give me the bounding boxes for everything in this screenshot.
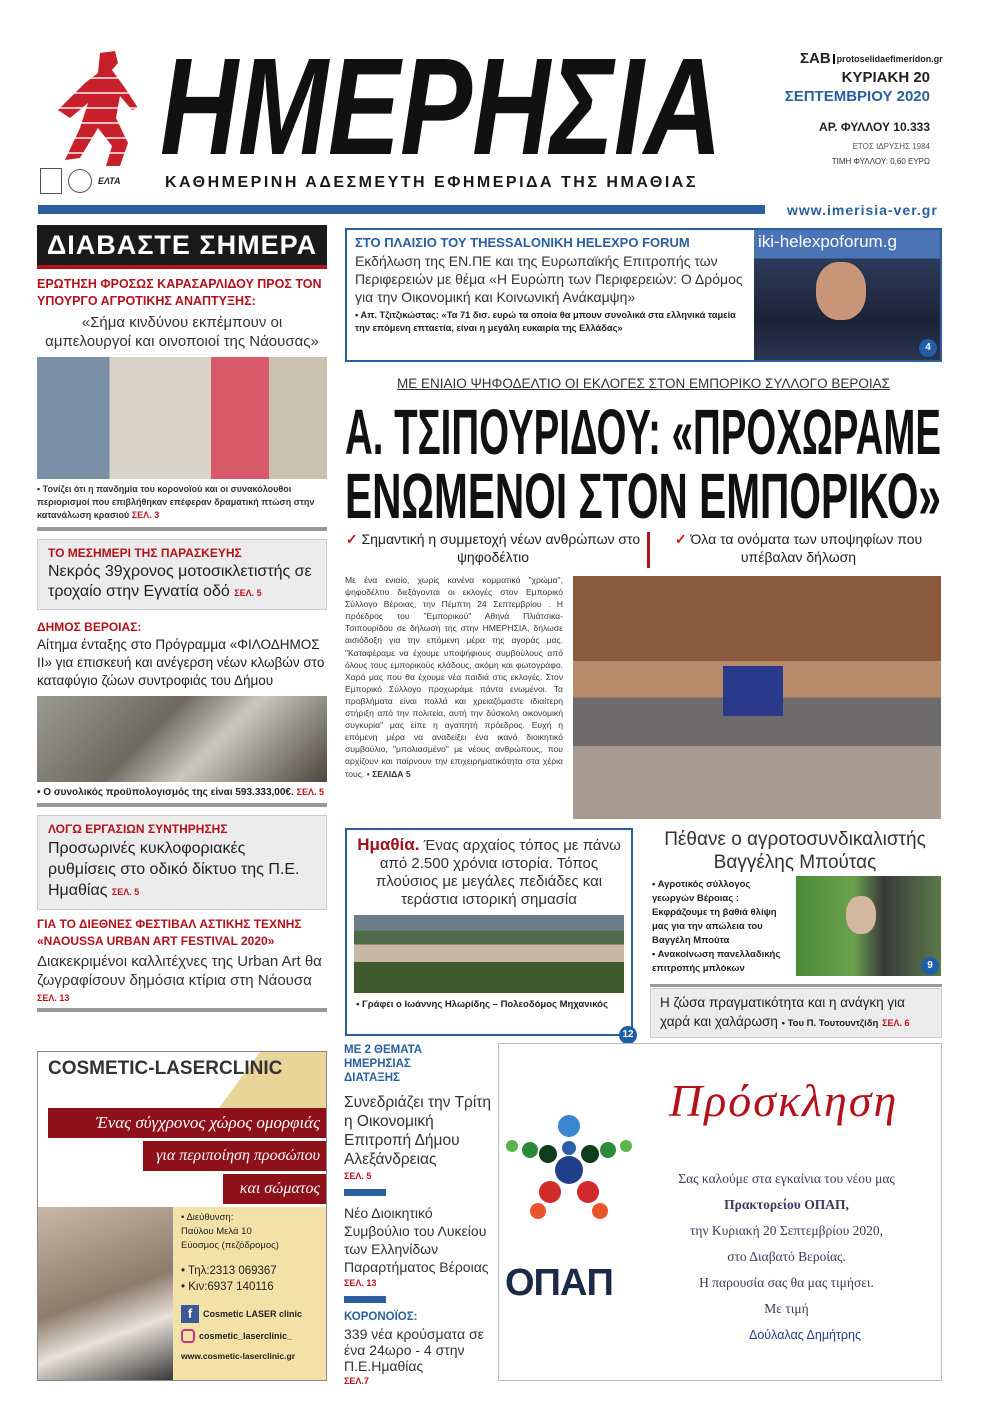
brief-1[interactable]: Συνεδριάζει την Τρίτη η Οικονομική Επιτροπή Δήμου Αλεξάνδρειας (344, 1094, 492, 1168)
check-icon: ✓ (345, 531, 358, 547)
opinion-box[interactable] (650, 988, 942, 1038)
instagram-icon (181, 1329, 195, 1343)
opap-ad[interactable] (498, 1043, 942, 1381)
clinic-ad[interactable] (37, 1051, 327, 1381)
masthead-info (800, 50, 990, 67)
clinic-address-line1: Παύλου Μελά 10 (181, 1226, 252, 1237)
story1-photo (37, 357, 327, 479)
forum-box[interactable] (345, 228, 942, 362)
check-icon: ✓ (674, 531, 687, 547)
story1-page[interactable]: ΣΕΛ. 3 (131, 510, 160, 520)
clinic-slogan-3: και σώματος (223, 1174, 326, 1204)
story1-kicker: ΕΡΩΤΗΣΗ ΦΡΟΣΩΣ ΚΑΡΑΣΑΡΛΙΔΟΥ ΠΡΟΣ ΤΟΝ ΥΠΟΥΡΓΟ ΑΓΡΟΤΙΚΗΣ ΑΝΑΠΤΥΞΗΣ: (37, 277, 322, 308)
elta-logo: ΕΛΤΑ (98, 176, 121, 186)
invitation-line-4: στο Διαβατό Βεροίας. (727, 1249, 846, 1264)
obit-bullet-2: • Ανακοίνωση πανελλαδικής επιτροπής μπλόκων (652, 949, 781, 974)
founded-year: ΕΤΟΣ ΙΔΡΥΣΗΣ 1984 (852, 142, 930, 151)
divider (650, 984, 942, 987)
watermark: protoselidaefimeridon.gr (833, 54, 943, 64)
story3-caption-text: • Ο συνολικός προϋπολογισμός της είναι 593.333,00€. (37, 787, 294, 798)
lead-body (345, 574, 563, 780)
forum-quote: • Απ. Τζιτζικώστας: «Τα 71 δισ. ευρώ τα οποία θα μπουν συνολικά στα ελληνικά ταμεία την επόμενη επταετία, είναι η μεγάλη ευκαιρία της Ελλάδας» (355, 310, 736, 333)
invitation-text (644, 1166, 929, 1322)
lead-headline[interactable] (343, 396, 943, 524)
clinic-address-label: • Διεύθυνση: (181, 1212, 234, 1223)
lead-headline-line1: Α. ΤΣΙΠΟΥΡΙΔΟΥ: «ΠΡΟΧΩΡΑΜΕ (345, 396, 941, 468)
clinic-slogan-1: Ένας σύγχρονος χώρος ομορφιάς (48, 1108, 326, 1138)
left-column (37, 276, 327, 1012)
opinion-author: • Του Π. Τουτουντζίδη (781, 1018, 879, 1029)
masthead-title: ΗΜΕΡΗΣΙΑ (160, 44, 722, 162)
brief-2-page: ΣΕΛ. 13 (344, 1278, 377, 1288)
boutas-photo (796, 876, 941, 976)
story3-caption (37, 787, 327, 798)
forum-text (347, 230, 754, 360)
story4-page: ΣΕΛ. 5 (111, 887, 140, 897)
clinic-instagram[interactable]: cosmetic_laserclinic_ (199, 1331, 293, 1341)
issue-price: ΤΙΜΗ ΦΥΛΛΟΥ: 0,60 ΕΥΡΩ (831, 157, 930, 166)
day-short: ΣΑΒ (800, 50, 831, 67)
clinic-facebook[interactable]: Cosmetic LASER clinic (203, 1309, 303, 1319)
divider (37, 803, 327, 807)
story3-title[interactable]: Αίτημα ένταξης στο Πρόγραμμα «ΦΙΛΟΔΗΜΟΣ ΙΙ» για επισκευή και ανέγερση νέων κλωβών στο καταφύγιο ζώων συντροφιάς του Δήμου (37, 637, 325, 688)
website-link[interactable]: www.imerisia-ver.gr (787, 202, 938, 218)
lead-sub-2-text: Όλα τα ονόματα των υποψηφίων που υπέβαλαν δήλωση (690, 531, 923, 565)
story1-caption (37, 483, 327, 522)
story1-caption-text: • Τονίζει ότι η πανδημία του κορονοϊού και οι συνακόλουθοι περιορισμοί που επιβλήθηκαν επέφεραν δραματική πτώση στην κατανάλωση κρασιού (37, 484, 315, 520)
briefs-column (344, 1043, 492, 1386)
dogs-photo (37, 696, 327, 782)
brief-3-kicker: ΚΟΡΟΝΟΪΟΣ: (344, 1311, 418, 1323)
opinion-page: ΣΕΛ. 6 (882, 1018, 910, 1028)
invitation-line-1: Σας καλούμε στα εγκαίνια του νέου μας (678, 1171, 895, 1186)
brief-1-page: ΣΕΛ. 5 (344, 1171, 372, 1181)
certification-logos (40, 168, 121, 194)
imathia-box[interactable] (345, 828, 634, 1040)
story4-title (48, 838, 316, 903)
story1-title[interactable]: «Σήμα κινδύνου εκπέμπουν οι αμπελουργοί και οινοποιοί της Νάουσας» (45, 314, 319, 350)
story4-box[interactable] (37, 815, 327, 910)
read-today-banner (37, 225, 327, 269)
issue-number: ΑΡ. ΦΥΛΛΟΥ 10.333 (819, 120, 930, 134)
opinion-title: Η ζώσα πραγματικότητα και η ανάγκη για χαρά και χαλάρωση (660, 995, 905, 1029)
facebook-icon: f (181, 1305, 199, 1323)
issue-day: ΚΥΡΙΑΚΗ 20 (841, 69, 930, 86)
clinic-contact (173, 1207, 326, 1380)
ballot-booth (723, 666, 783, 716)
obit-title[interactable]: Πέθανε ο αγροτοσυνδικαλιστής Βαγγέλης Μπούτας (664, 829, 926, 873)
forum-photo-text: iki-helexpoforum.g (758, 232, 897, 251)
brief-separator (344, 1189, 386, 1196)
page-badge: 12 (619, 1026, 637, 1044)
lead-page[interactable]: • ΣΕΛΙΔΑ 5 (366, 768, 411, 779)
masthead-blue-bar (38, 205, 765, 214)
brief-3-page: ΣΕΛ.7 (344, 1376, 369, 1386)
story4-kicker: ΛΟΓΩ ΕΡΓΑΣΙΩΝ ΣΥΝΤΗΡΗΣΗΣ (48, 822, 228, 836)
story2-box[interactable] (37, 539, 327, 610)
imathia-text-body: Ένας αρχαίος τόπος με πάνω από 2.500 χρόνια ιστορία. Τόπος πλούσιος με μεγάλες πεδιάδες και τεράστια ιστορική σημασία (375, 837, 621, 908)
brief-3[interactable]: 339 νέα κρούσματα σε ένα 24ωρο - 4 στην Π.Ε.Ημαθίας (344, 1326, 484, 1374)
story2-page: ΣΕΛ. 5 (234, 588, 262, 598)
opap-logo-text: ΟΠΑΠ (505, 1262, 613, 1304)
seal-icon (68, 169, 92, 193)
story4-title-text: Προσωρινές κυκλοφοριακές ρυθμίσεις στο οδικό δίκτυο της Π.Ε. Ημαθίας (48, 840, 300, 899)
brief-2[interactable]: Νέο Διοικητικό Συμβούλιο του Λυκείου των Ελληνίδων Παραρτήματος Βέροιας (344, 1205, 489, 1275)
imathia-caption: • Γράφει ο Ιωάννης Ηλωρίδης – Πολεοδόμος Μηχανικός (356, 999, 608, 1010)
read-today-label: ΔΙΑΒΑΣΤΕ ΣΗΜΕΡΑ (46, 230, 318, 260)
divider (37, 1008, 327, 1012)
forum-kicker: ΣΤΟ ΠΛΑΙΣΙΟ ΤΟΥ THESSALONIKH HELEXPO FORUM (355, 235, 690, 250)
lead-sub-2 (655, 530, 942, 566)
invitation-line-6: Με τιμή (764, 1301, 809, 1316)
divider (37, 527, 327, 531)
clinic-slogan-2: για περιποίηση προσώπου (143, 1141, 326, 1171)
clinic-photo (38, 1207, 173, 1381)
story2-kicker: ΤΟ ΜΕΣΗΜΕΡΙ ΤΗΣ ΠΑΡΑΣΚΕΥΗΣ (48, 546, 242, 560)
clinic-website[interactable]: www.cosmetic-laserclinic.gr (181, 1351, 296, 1361)
town-photo (354, 915, 624, 993)
invitation-line-5: Η παρουσία σας θα μας τιμήσει. (699, 1275, 874, 1290)
story5-page: ΣΕΛ. 13 (37, 993, 70, 1003)
imathia-text (354, 836, 624, 909)
story2-title (48, 562, 316, 603)
page-badge: 9 (921, 957, 939, 975)
invitation-signature: Δούλαλας Δημήτρης (749, 1328, 861, 1342)
lead-body-text: Με ένα ενιαίο, χωρίς κανένα κομματικό "χρώμα", ψηφοδέλτιο διεξάγονται οι εκλογές στον Εμπορικό Σύλλογο Βέροιας, την Πέμπτη 24 Σεπτεμβρίου . Η πρόεδρος του "Εμπορικού" Αθηνά Πλιάτσικα-Τσιπουρίδου σε δήλωση της στην ΗΜΕΡΗΣΙΑ, δήλωσε αισιόδοξη για την επόμενη μέρα της αγοράς μας. "Καταφέραμε να έχουμε υποψήφιους συμβούλους από όλους τους εμπορικούς κλάδους, ακόμη και φωτογράφο. Χαρά μας που θα έχουμε νέα παιδιά στις εκλογές. Στον Εμπορικό Σύλλογο προχωράμε πάντα ενωμένοι. Τα προβλήματα είναι πολλά και χρειαζόμαστε ιδιαίτερη στήριξη από την πολιτεία, αυτή την δύσκολη οικονομική συγκυρία" μας είπε η αγαπητή πρόεδρος. Ευχή η επόμενη μέρα να αναδείξει ένα ικανό διοικητικό συμβούλιο, "μπολιασμένο" με νέους ανθρώπους, που αρχίζουν και παίρνουν την επιχειρηματικότητα στα χέρια τους. (345, 575, 563, 779)
invitation-line-3: την Κυριακή 20 Σεπτεμβρίου 2020, (689, 1223, 884, 1238)
clinic-phone: • Τηλ:2313 069367 (181, 1265, 277, 1277)
obit-bullets (652, 878, 794, 976)
imathia-lead: Ημαθία. (357, 835, 420, 854)
invitation-title: Πρόσκληση (669, 1075, 899, 1126)
portrait-face (846, 896, 876, 934)
story5-title[interactable]: Διακεκριμένοι καλλιτέχνες της Urban Art θα ζωγραφίσουν δημόσια κτίρια στη Νάουσα (37, 953, 322, 989)
lead-kicker: ΜΕ ΕΝΙΑΙΟ ΨΗΦΟΔΕΛΤΙΟ ΟΙ ΕΚΛΟΓΕΣ ΣΤΟΝ ΕΜΠΟΡΙΚΟ ΣΥΛΛΟΓΟ ΒΕΡΟΙΑΣ (397, 376, 890, 391)
lead-headline-line2: ΕΝΩΜΕΝΟΙ ΣΤΟΝ ΕΜΠΟΡΙΚΟ» (345, 460, 941, 524)
issue-month-year: ΣΕΠΤΕΜΒΡΙΟΥ 2020 (784, 88, 930, 105)
briefs-kicker: ΜΕ 2 ΘΕΜΑΤΑ ΗΜΕΡΗΣΙΑΣ ΔΙΑΤΑΞΗΣ (344, 1044, 423, 1084)
story3-page: ΣΕΛ. 5 (296, 787, 324, 797)
page-badge: 4 (919, 339, 937, 357)
invitation-line-2: Πρακτορείου ΟΠΑΠ, (724, 1197, 849, 1212)
lead-sub-divider (647, 532, 650, 568)
story5-kicker-line1: ΓΙΑ ΤΟ ΔΙΕΘΝΕΣ ΦΕΣΤΙΒΑΛ ΑΣΤΙΚΗΣ ΤΕΧΝΗΣ (37, 917, 302, 931)
story5-kicker-line2: «NAOUSSA URBAN ART FESTIVAL 2020» (37, 934, 275, 948)
clinic-brand: COSMETIC-LASERCLINIC (48, 1058, 283, 1079)
masthead-tagline: ΚΑΘΗΜΕΡΙΝΗ ΑΔΕΣΜΕΥΤΗ ΕΦΗΜΕΡΙΔΑ ΤΗΣ ΗΜΑΘΙΑΣ (165, 174, 698, 191)
certificate-icon (40, 168, 62, 194)
opap-logo-icon (504, 1114, 634, 1224)
obit-bullet-1: • Αγροτικός σύλλογος γεωργών Βέροιας : Εκφράζουμε τη βαθιά θλίψη μας για την απώλεια του Βαγγέλη Μπούτα (652, 879, 777, 946)
story3-kicker: ΔΗΜΟΣ ΒΕΡΟΙΑΣ: (37, 620, 142, 634)
election-hall-photo (573, 576, 941, 819)
clinic-mobile: • Κιν:6937 140116 (181, 1281, 274, 1293)
masthead-title-svg (158, 44, 728, 162)
forum-title: Εκδήλωση της ΕΝ.ΠΕ και της Ευρωπαϊκής Επιτροπής των Περιφερειών με θέμα «Η Ευρώπη των Περιφερειών: Ο Δρόμος για την Οικονομική και Κοινωνική Ανάκαμψη» (355, 253, 743, 305)
brief-separator (344, 1296, 386, 1303)
clinic-address-line2: Εύοσμος (πεζόδρομος) (181, 1240, 279, 1251)
story2-title-text: Νεκρός 39χρονος μοτοσικλετιστής σε τροχαίο στην Εγνατία οδό (48, 563, 312, 600)
lead-sub-1-text: Σημαντική η συμμετοχή νέων ανθρώπων στο ψηφοδέλτιο (361, 531, 641, 565)
runner-logo-icon (40, 48, 145, 168)
story5-kicker (37, 916, 327, 950)
tzitzikostas-photo (754, 230, 940, 360)
portrait-face (816, 262, 866, 320)
lead-sub-1 (343, 530, 643, 566)
